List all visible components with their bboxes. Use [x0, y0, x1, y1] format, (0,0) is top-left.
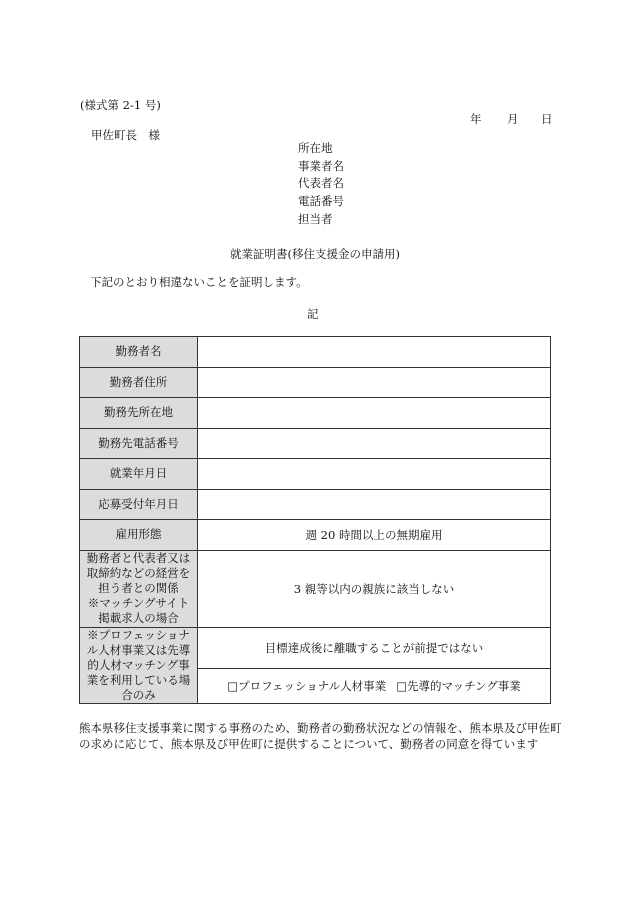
- label-line: 担う者との関係: [98, 581, 179, 595]
- workplace-phone-cell: [198, 428, 551, 459]
- date-day-label: 日: [541, 112, 553, 126]
- professional-label: [80, 627, 198, 703]
- label-line: 的人材マッチング事: [87, 657, 190, 672]
- option-leading-matching-checkbox[interactable]: □先導的マッチング事業: [396, 678, 521, 693]
- certification-text: 下記のとおり相違ないことを証明します。: [90, 275, 308, 289]
- table-row: [80, 627, 551, 668]
- label-line: 業を利用している場: [86, 672, 191, 687]
- label-line: ※マッチングサイト: [87, 596, 190, 610]
- table-row: [80, 428, 551, 459]
- consent-line: の求めに応じて、熊本県及び甲佐町に提供することについて、勤務者の同意を得ています: [79, 737, 539, 751]
- row-label: 勤務先電話番号: [80, 428, 198, 459]
- field-contact-person-label: 担当者: [298, 211, 333, 226]
- table-row: [80, 459, 551, 490]
- row-label: 応募受付年月日: [80, 489, 198, 520]
- employment-type-cell: 週 20 時間以上の無期雇用: [198, 520, 551, 551]
- label-line: ※プロフェッショナ: [87, 627, 190, 642]
- employment-date-cell: [198, 459, 551, 490]
- label-line: 合のみ: [121, 687, 156, 702]
- row-label: 雇用形態: [80, 520, 198, 551]
- label-line: 取締約などの経営を: [86, 566, 191, 580]
- label-line: 掲載求人の場合: [98, 611, 179, 625]
- table-row: [80, 550, 551, 627]
- date-year-label: 年: [470, 112, 482, 126]
- field-company-name-label: 事業者名: [298, 158, 344, 173]
- addressee: 甲佐町長 様: [91, 128, 160, 142]
- row-label: 勤務先所在地: [80, 398, 198, 429]
- document-title: 就業証明書(移住支援金の申請用): [230, 247, 400, 261]
- row-label: 勤務者名: [80, 337, 198, 368]
- professional-condition-value: 目標達成後に離職することが前提ではない: [198, 627, 551, 668]
- form-number: (様式第 2-1 号): [80, 98, 161, 112]
- table-row: [80, 367, 551, 398]
- table-row: [80, 337, 551, 368]
- ki-marker: 記: [307, 307, 319, 321]
- label-line: 勤務者と代表者又は: [86, 551, 191, 565]
- label-line: ル人材事業又は先導: [86, 642, 191, 657]
- field-address-label: 所在地: [298, 141, 333, 155]
- consent-line: 熊本県移住支援事業に関する事務のため、勤務者の勤務状況などの情報を、熊本県及び甲佐町: [79, 721, 562, 735]
- relationship-value: 3 親等以内の親族に該当しない: [198, 550, 551, 627]
- professional-options: [198, 668, 551, 703]
- worker-name-cell: [198, 337, 551, 368]
- table-row: [80, 398, 551, 429]
- applicant-fields: [298, 140, 344, 228]
- table-row: [80, 520, 551, 551]
- relationship-label: [80, 550, 198, 627]
- table-row: [80, 489, 551, 520]
- option-professional-checkbox[interactable]: □プロフェッショナル人材事業: [227, 678, 387, 693]
- row-label: 就業年月日: [80, 459, 198, 490]
- application-date-cell: [198, 489, 551, 520]
- field-representative-label: 代表者名: [298, 176, 344, 191]
- workplace-address-cell: [198, 398, 551, 429]
- worker-address-cell: [198, 367, 551, 398]
- consent-note: [79, 720, 562, 752]
- certificate-table: [79, 336, 551, 704]
- field-phone-label: 電話番号: [298, 194, 344, 209]
- date-month-label: 月: [507, 112, 519, 126]
- row-label: 勤務者住所: [80, 367, 198, 398]
